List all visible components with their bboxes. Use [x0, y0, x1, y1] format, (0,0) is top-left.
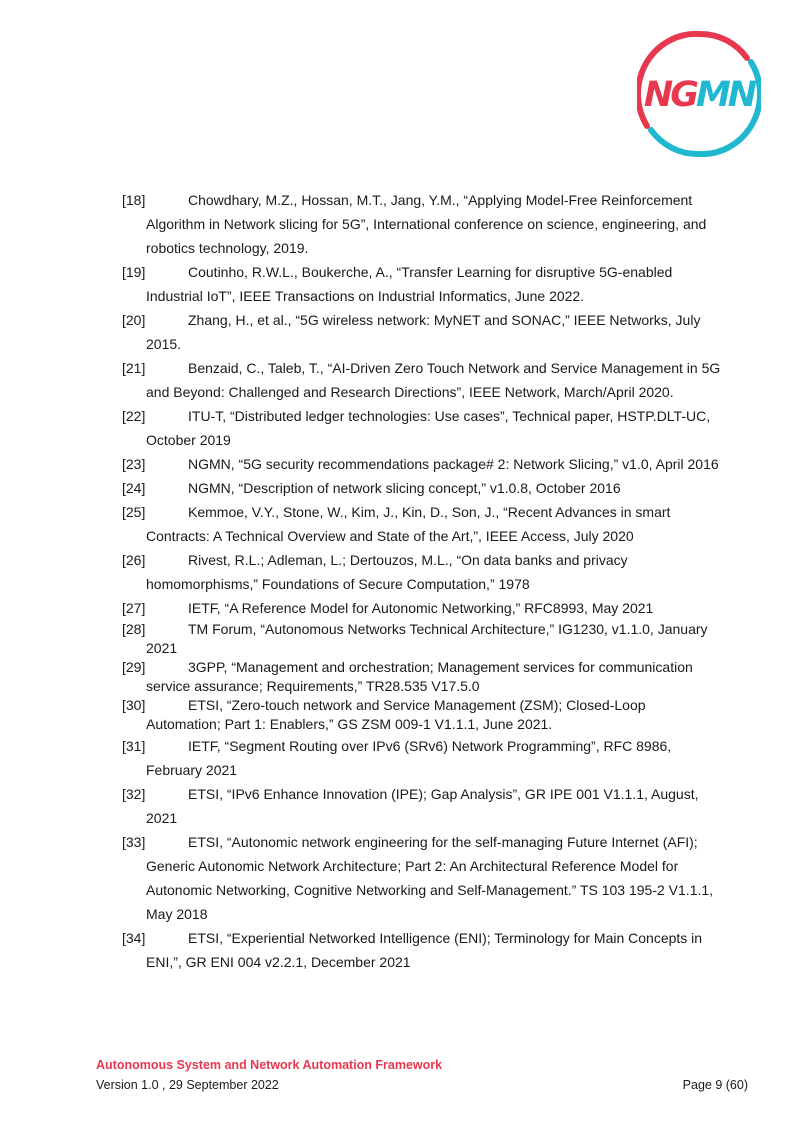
- reference-text: TM Forum, “Autonomous Networks Technical Architecture,” IG1230, v1.1.0, January 2021: [146, 621, 708, 656]
- reference-text: Coutinho, R.W.L., Boukerche, A., “Transfer Learning for disruptive 5G-enabled Industrial IoT”, IEEE Transactions on Industrial Informatics, June 2022.: [146, 264, 673, 304]
- reference-text: ETSI, “IPv6 Enhance Innovation (IPE); Gap Analysis”, GR IPE 001 V1.1.1, August, 2021: [146, 786, 699, 826]
- reference-item: [122, 356, 722, 404]
- reference-number: [24]: [122, 480, 146, 496]
- reference-item: [122, 548, 722, 596]
- reference-item: [122, 620, 722, 658]
- reference-item: [122, 452, 722, 476]
- reference-list: [122, 188, 722, 974]
- reference-number: [33]: [122, 834, 146, 850]
- reference-item: [122, 830, 722, 926]
- reference-item: [122, 658, 722, 696]
- reference-number: [23]: [122, 456, 146, 472]
- reference-item: [122, 476, 722, 500]
- footer-document-title: Autonomous System and Network Automation Framework: [96, 1058, 443, 1072]
- reference-text: ETSI, “Experiential Networked Intelligence (ENI); Terminology for Main Concepts in ENI,”, GR ENI 004 v2.2.1, December 2021: [146, 930, 703, 970]
- reference-text: Kemmoe, V.Y., Stone, W., Kim, J., Kin, D., Son, J., “Recent Advances in smart Contracts: A Technical Overview and State of the Art,”, IEEE Access, July 2020: [146, 504, 671, 544]
- reference-text: Chowdhary, M.Z., Hossan, M.T., Jang, Y.M., “Applying Model-Free Reinforcement Algorithm in Network slicing for 5G”, International conference on science, engineering, and robotics technology, 2019.: [146, 192, 707, 256]
- reference-number: [20]: [122, 312, 146, 328]
- reference-number: [27]: [122, 600, 146, 616]
- reference-text: ITU-T, “Distributed ledger technologies: Use cases”, Technical paper, HSTP.DLT-UC, October 2019: [146, 408, 711, 448]
- reference-item: [122, 404, 722, 452]
- reference-number: [30]: [122, 697, 146, 713]
- reference-number: [31]: [122, 738, 146, 754]
- reference-number: [19]: [122, 264, 146, 280]
- reference-text: IETF, “Segment Routing over IPv6 (SRv6) Network Programming”, RFC 8986, February 2021: [146, 738, 672, 778]
- reference-number: [18]: [122, 192, 146, 208]
- reference-item: [122, 782, 722, 830]
- reference-text: IETF, “A Reference Model for Autonomic Networking,” RFC8993, May 2021: [188, 600, 654, 616]
- reference-item: [122, 596, 722, 620]
- reference-text: 3GPP, “Management and orchestration; Management services for communication service assurance; Requirements,” TR28.535 V17.5.0: [146, 659, 693, 694]
- logo-wordmark: [637, 75, 761, 115]
- logo-mn: MN: [695, 75, 755, 115]
- reference-text: ETSI, “Zero-touch network and Service Management (ZSM); Closed-Loop Automation; Part 1: Enablers,” GS ZSM 009-1 V1.1.1, June 2021.: [146, 697, 646, 732]
- reference-item: [122, 696, 722, 734]
- reference-text: Rivest, R.L.; Adleman, L.; Dertouzos, M.L., “On data banks and privacy homomorphisms,” Foundations of Secure Computation,” 1978: [146, 552, 628, 592]
- reference-number: [32]: [122, 786, 146, 802]
- reference-item: [122, 734, 722, 782]
- reference-number: [21]: [122, 360, 146, 376]
- footer-page-number: Page 9 (60): [682, 1078, 748, 1092]
- reference-number: [29]: [122, 659, 146, 675]
- reference-item: [122, 926, 722, 974]
- reference-text: ETSI, “Autonomic network engineering for the self-managing Future Internet (AFI); Generic Autonomic Network Architecture; Part 2: An Architectural Reference Model for Autonomic Networking, Cognitive Networking and Self-Management.” TS 103 195-2 V1.1.1, May 2018: [146, 834, 714, 922]
- reference-item: [122, 500, 722, 548]
- reference-number: [25]: [122, 504, 146, 520]
- reference-text: Zhang, H., et al., “5G wireless network: MyNET and SONAC,” IEEE Networks, July 2015.: [146, 312, 701, 352]
- reference-number: [28]: [122, 621, 146, 637]
- reference-number: [34]: [122, 930, 146, 946]
- reference-item: [122, 188, 722, 260]
- ngmn-logo: [637, 30, 761, 158]
- reference-text: Benzaid, C., Taleb, T., “AI-Driven Zero Touch Network and Service Management in 5G and Beyond: Challenged and Research Directions”, IEEE Network, March/April 2020.: [146, 360, 721, 400]
- logo-ng: NG: [643, 75, 696, 115]
- reference-text: NGMN, “Description of network slicing concept,” v1.0.8, October 2016: [188, 480, 621, 496]
- reference-text: NGMN, “5G security recommendations package# 2: Network Slicing,” v1.0, April 2016: [188, 456, 719, 472]
- reference-item: [122, 260, 722, 308]
- reference-number: [22]: [122, 408, 146, 424]
- reference-item: [122, 308, 722, 356]
- reference-number: [26]: [122, 552, 146, 568]
- footer-version: Version 1.0 , 29 September 2022: [96, 1078, 279, 1092]
